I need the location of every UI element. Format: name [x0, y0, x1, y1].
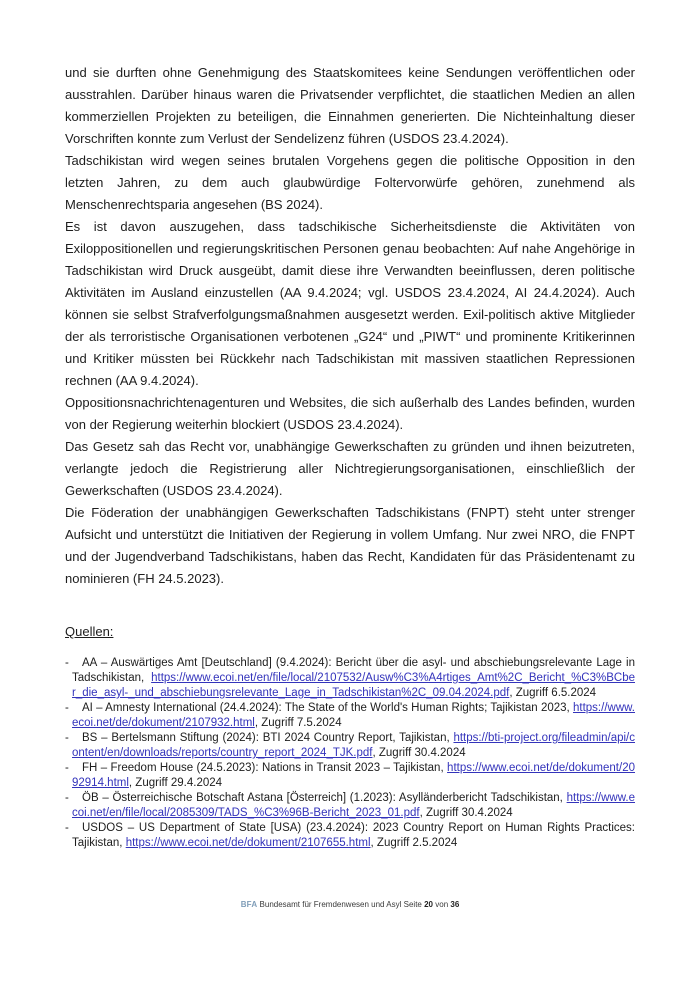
paragraph: Die Föderation der unabhängigen Gewerkschaften Tadschikistans (FNPT) steht unter strenger Aufsicht und unterstützt die Initiativen der Regierung in vollem Umfang. Nur zwei NRO, die FNPT und der Jugendverband Tadschikistans, haben das Recht, Kandidaten für das Präsidentenamt zu nominieren (FH 24.5.2023).: [65, 505, 635, 586]
paragraph: und sie durften ohne Genehmigung des Staatskomitees keine Sendungen veröffentlichen oder ausstrahlen. Darüber hinaus waren die Privatsender verpflichtet, die staatlichen Medien an allen kommerziellen Projekten zu beteiligen, die Einnahmen generierten. Die Nichteinhaltung dieser Vorschriften konnte zum Verlust der Sendelizenz führen (USDOS 23.4.2024).: [65, 65, 635, 146]
source-access: , Zugriff 7.5.2024: [254, 717, 342, 729]
source-text: BS – Bertelsmann Stiftung (2024): BTI 2024 Country Report, Tajikistan,: [82, 732, 454, 744]
source-item: [65, 761, 635, 791]
paragraph: Oppositionsnachrichtenagenturen und Websites, die sich außerhalb des Landes befinden, wurden von der Regierung weiterhin blockiert (USDOS 23.4.2024).: [65, 395, 635, 432]
source-access: , Zugriff 30.4.2024: [419, 807, 513, 819]
source-item: [65, 731, 635, 761]
list-dash: -: [65, 822, 69, 834]
paragraph: Das Gesetz sah das Recht vor, unabhängige Gewerkschaften zu gründen und ihnen beizutreten, verlangte jedoch die Registrierung aller Nichtregierungsorganisationen, einschließlich der Gewerkschaften (USDOS 23.4.2024).: [65, 439, 635, 498]
source-access: , Zugriff 2.5.2024: [370, 837, 458, 849]
footer-von-label: von: [435, 900, 449, 909]
paragraph: Tadschikistan wird wegen seines brutalen Vorgehens gegen die politische Opposition in den letzten Jahren, zu dem auch glaubwürdige Foltervorwürfe gehören, zunehmend als Menschenrechtsparia angesehen (BS 2024).: [65, 153, 635, 212]
source-text: ÖB – Österreichische Botschaft Astana [Österreich] (1.2023): Asylländerbericht Tadschikistan,: [82, 792, 567, 804]
bfa-logo-text: BFA: [240, 900, 258, 909]
source-link[interactable]: https://bti-project.org/fileadmin/api/content/en/downloads/reports/country_report_2024_TJK.pdf: [72, 732, 635, 759]
sources-heading: Quellen:: [65, 624, 114, 639]
source-link[interactable]: https://www.ecoi.net/de/dokument/2107932.html: [72, 702, 635, 729]
list-dash: -: [65, 732, 69, 744]
source-link[interactable]: https://www.ecoi.net/en/file/local/2085309/TADS_%C3%96B-Bericht_2023_01.pdf: [72, 792, 635, 819]
list-dash: -: [65, 702, 69, 714]
sources-list: [65, 656, 635, 851]
source-item: [65, 821, 635, 851]
source-text: USDOS – US Department of State [USA) (23.4.2024): 2023 Country Report on Human Rights Practices: Tajikistan,: [72, 822, 635, 849]
list-dash: -: [65, 762, 69, 774]
source-text: AI – Amnesty International (24.4.2024): The State of the World's Human Rights; Tajikistan 2023,: [82, 702, 573, 714]
source-link[interactable]: https://www.ecoi.net/de/dokument/2107655.html: [125, 837, 371, 849]
list-dash: -: [65, 792, 69, 804]
source-access: , Zugriff 29.4.2024: [128, 777, 223, 789]
document-body: [65, 62, 635, 851]
source-item: [65, 701, 635, 731]
footer-page-number: 20: [424, 900, 434, 909]
source-link[interactable]: https://www.ecoi.net/en/file/local/2107532/Ausw%C3%A4rtiges_Amt%2C_Bericht_%C3%BCber_die_asyl-_und_abschiebungsrelevante_Lage_in_Tadschikistan%2C_09.04.2024.pdf: [72, 672, 635, 699]
paragraph: Es ist davon auszugehen, dass tadschikische Sicherheitsdienste die Aktivitäten von Exiloppositionellen und regierungskritischen Personen genau beobachten: Auf nahe Angehörige in Tadschikistan wird Druck ausgeübt, damit diese ihre Verwandten beeinflussen, deren politische Aktivitäten im Ausland einzustellen (AA 9.4.2024; vgl. USDOS 23.4.2024, AI 24.4.2024). Auch können sie selbst Strafverfolgungsmaßnahmen ausgesetzt werden. Exil-politisch aktive Mitglieder der als terroristische Organisationen verbotenen „G24“ und „PIWT“ und prominente Kritikerinnen und Kritiker müssten bei Rückkehr nach Tadschikistan mit massiven staatlichen Repressionen rechnen (AA 9.4.2024).: [65, 219, 635, 388]
source-access: , Zugriff 6.5.2024: [509, 687, 597, 699]
footer-org-name: Bundesamt für Fremdenwesen und Asyl: [259, 900, 402, 909]
source-item: [65, 791, 635, 821]
source-text: AA – Auswärtiges Amt [Deutschland] (9.4.2024): Bericht über die asyl- und abschiebungsrelevante Lage in Tadschikistan,: [72, 657, 635, 684]
source-text: FH – Freedom House (24.5.2023): Nations in Transit 2023 – Tajikistan,: [82, 762, 448, 774]
footer-page-total: 36: [450, 900, 460, 909]
source-link[interactable]: https://www.ecoi.net/de/dokument/2092914.html: [72, 762, 635, 789]
list-dash: -: [65, 657, 69, 669]
footer-page-label: Seite: [403, 900, 422, 909]
source-access: , Zugriff 30.4.2024: [372, 747, 466, 759]
source-item: [65, 656, 635, 701]
page-footer: [0, 899, 700, 910]
